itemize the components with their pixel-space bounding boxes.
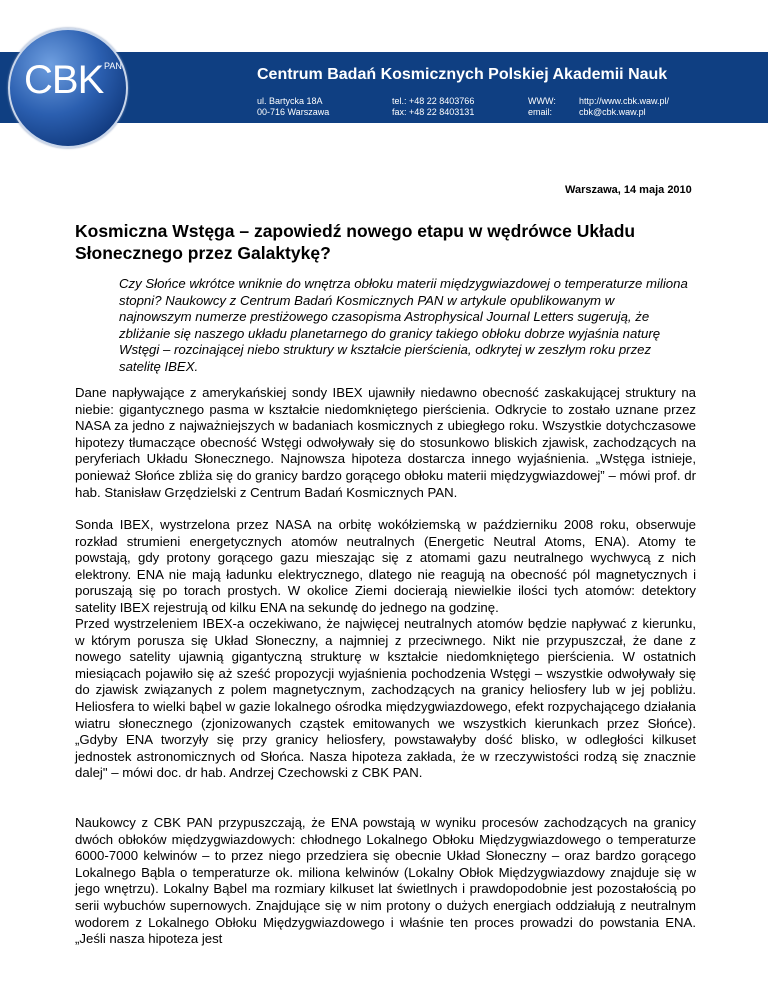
address-block xyxy=(257,96,329,118)
logo-text: CBK xyxy=(24,58,104,102)
address-line: 00-716 Warszawa xyxy=(257,107,330,117)
email-label: email: xyxy=(528,107,553,117)
website-link[interactable]: http://www.cbk.waw.pl/ xyxy=(579,96,670,106)
contact-labels xyxy=(528,96,556,118)
logo-subtext: PAN xyxy=(104,61,122,71)
address-line: ul. Bartycka 18A xyxy=(257,96,323,106)
body-paragraph: Przed wystrzeleniem IBEX-a oczekiwano, że najwięcej neutralnych atomów będzie napływać z kierunku, w którym porusza się Układ Słoneczny, a najmniej z przeciwnego. Nikt nie przypuszczał, że dane z nowego satelity ujawnią gigantyczną strukturę w kształcie niedomkniętego pierścienia. W ostatnich miesiącach pojawiło się aż sześć propozycji wyjaśnienia pochodzenia Wstęgi – wszystkie odwoływały się do zjawisk związanych z polem magnetycznym, zachodzących na granicy heliosfery lub w jej pobliżu. Heliosfera to wielki bąbel w gazie lokalnego ośrodka międzygwiazdowego, efekt rozpychającego działania wiatru słonecznego (zjonizowanych cząstek emitowanych we wszystkich kierunkach przez Słońce). „Gdyby ENA tworzyły się przy granicy heliosfery, powstawałyby dość blisko, w odległości kilkuset jednostek astronomicznych od Słońca. Nasza hipoteza zakłada, że w rzeczywistości rodzą się znacznie dalej" – mówi doc. dr hab. Andrzej Czechowski z CBK PAN. xyxy=(75,616,696,781)
phone-line: tel.: +48 22 8403766 xyxy=(392,96,475,106)
article-lead: Czy Słońce wkrótce wniknie do wnętrza obłoku materii międzygwiazdowej o temperaturze miliona stopni? Naukowcy z Centrum Badań Kosmicznych PAN w artykule opublikowanym w najnowszym numerze prestiżowego czasopisma Astrophysical Journal Letters sugerują, że zbliżanie się naszego układu planetarnego do granicy takiego obłoku dobrze wyjaśnia naturę Wstęgi – rozcinającej niebo struktury w kształcie pierścienia, odkrytej w zeszłym roku przez satelitę IBEX. xyxy=(119,276,688,374)
phone-block xyxy=(392,96,474,118)
contact-values xyxy=(579,96,669,118)
www-label: WWW: xyxy=(528,96,556,106)
body-paragraph: Naukowcy z CBK PAN przypuszczają, że ENA powstają w wyniku procesów zachodzących na granicy dwóch obłoków międzygwiazdowych: chłodnego Lokalnego Obłoku Międzygwiazdowego o temperaturze 6000-7000 kelwinów – to przez niego przedziera się obecnie Układ Słoneczny – oraz bardzo gorącego Lokalnego Bąbla o temperaturze ok. miliona kelwinów (Lokalny Obłok Międzygwiazdowy znajduje się w jego wnętrzu). Lokalny Bąbel ma rozmiary kilkuset lat świetlnych i prawdopodobnie jest pozostałością po serii wybuchów supernowych. Znajdujące się w nim protony o dużych energiach oddziałują z neutralnym wodorem z Lokalnego Obłoku Międzygwiazdowego i właśnie ten proces prowadzi do powstania ENA. „Jeśli nasza hipoteza jest xyxy=(75,815,696,947)
article-title: Kosmiczna Wstęga – zapowiedź nowego etapu w wędrówce Układu Słonecznego przez Galaktykę? xyxy=(75,221,636,263)
document-date: Warszawa, 14 maja 2010 xyxy=(565,184,692,196)
cbk-logo xyxy=(8,28,128,148)
body-paragraph: Dane napływające z amerykańskiej sondy IBEX ujawniły niedawno obecność zaskakującej struktury na niebie: gigantycznego pasma w kształcie niedomkniętego pierścienia. Odkrycie to zostało uznane przez NASA za jedno z najważniejszych w badaniach kosmicznych z ubiegłego roku. Wszystkie dotychczasowe hipotezy tłumaczące obecność Wstęgi odwoływały się do stosunkowo bliskich zjawisk, zachodzących na peryferiach Układu Słonecznego. Najnowsza hipoteza dostarcza innego wyjaśnienia. „Wstęga istnieje, ponieważ Słońce zbliża się do granicy bardzo gorącego obłoku materii międzygwiazdowej” – mówi prof. dr hab. Stanisław Grzędzielski z Centrum Badań Kosmicznych PAN. xyxy=(75,385,696,500)
email-link[interactable]: cbk@cbk.waw.pl xyxy=(579,107,646,117)
fax-line: fax: +48 22 8403131 xyxy=(392,107,475,117)
organization-name: Centrum Badań Kosmicznych Polskiej Akademii Nauk xyxy=(257,66,668,83)
body-paragraph: Sonda IBEX, wystrzelona przez NASA na orbitę wokółziemską w październiku 2008 roku, obserwuje rozkład strumieni energetycznych atomów neutralnych (Energetic Neutral Atoms, ENA). Atomy te powstają, gdy protony gorącego gazu mieszając się z atomami gazu neutralnego wychwycą z nich elektrony. ENA nie mają ładunku elektrycznego, dlatego nie reagują na obecność pól magnetycznych i poruszają się po torach prostych. W okolice Ziemi docierają niewielkie ilości tych atomów: detektory satelity IBEX rejestrują od kilku ENA na sekundę do jednego na godzinę. xyxy=(75,517,696,615)
